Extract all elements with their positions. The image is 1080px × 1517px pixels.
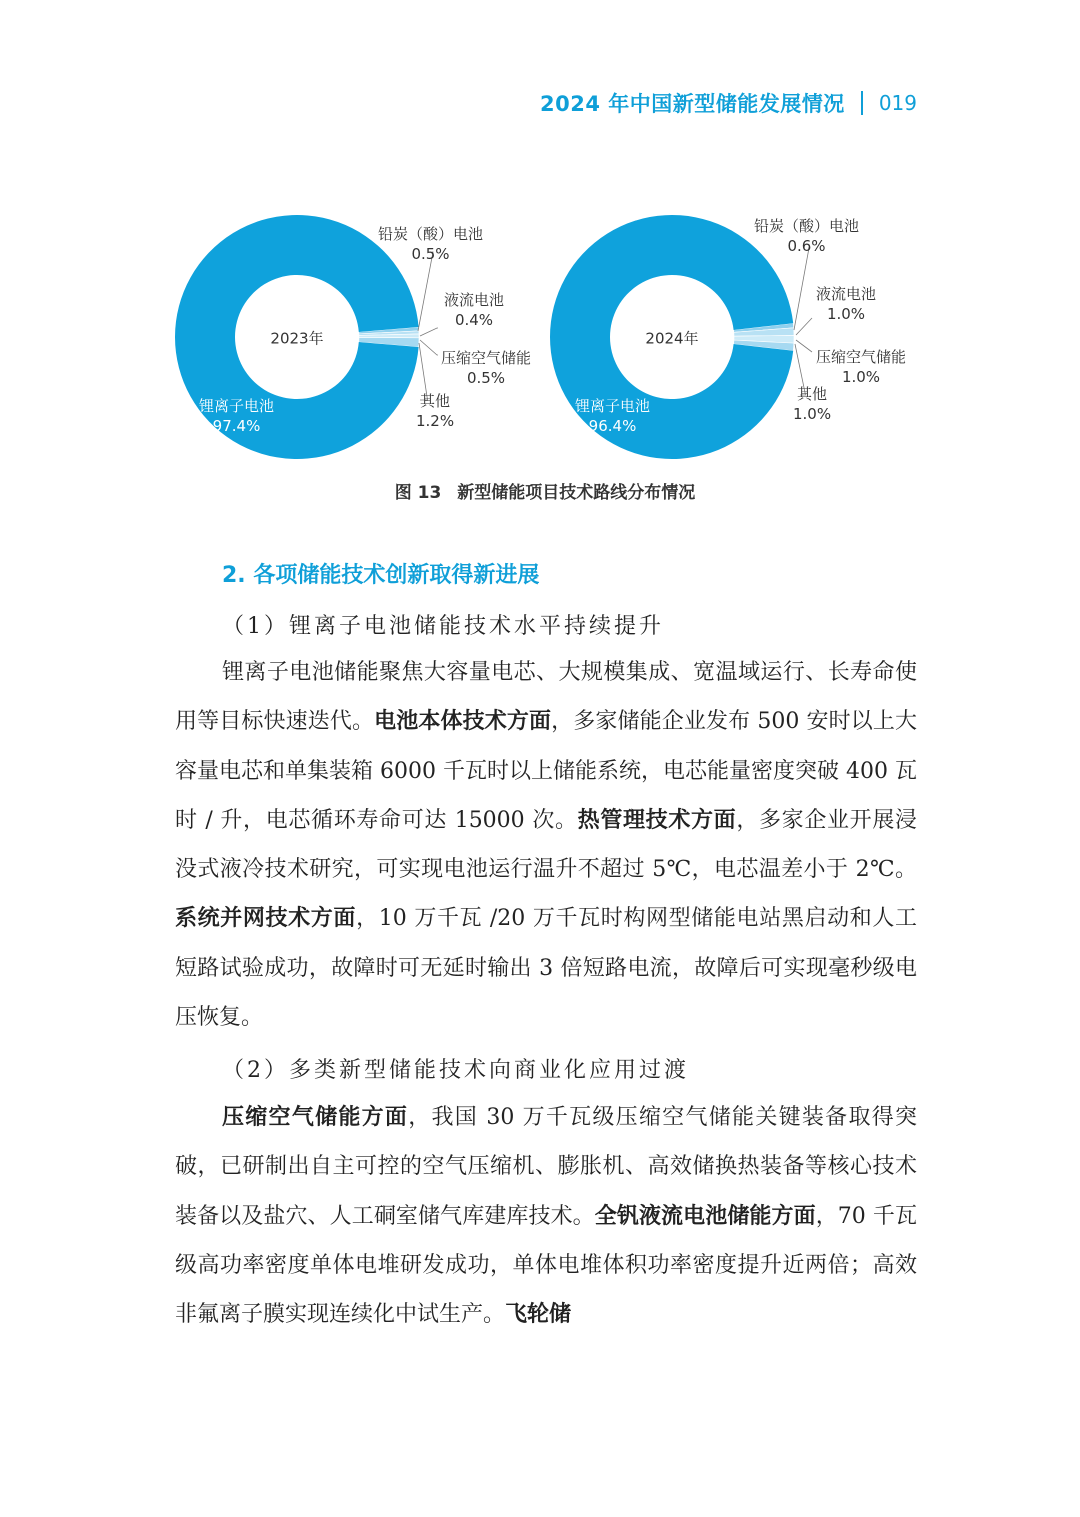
label-2024-li-value: 96.4% [588, 417, 637, 435]
leader-line-2024-caes [796, 340, 812, 352]
para1-text-b: ，多家储能企业发布 500 安时以上大容量电芯和单集装箱 6000 千瓦时以上储能系统，电芯能量密度突破 400 瓦时 / 升，电芯循环寿命可达 15000 次。 [175, 709, 917, 833]
para1-text-a: 锂离子电池储能聚焦大容量电芯、大规模集成、宽温域运行、长寿命使用等目标快速迭代。 [175, 660, 917, 735]
para2-bold-2: 全钒液流电池储能方面 [594, 1203, 816, 1229]
donut-2024-center-label: 2024年 [645, 329, 699, 348]
para1-bold-1: 电池本体技术方面 [374, 709, 552, 735]
subheading-2: （2）多类新型储能技术向商业化应用过渡 [222, 1058, 689, 1083]
label-2024-other [793, 384, 831, 424]
label-2024-lead-name: 铅炭（酸）电池 [754, 217, 860, 235]
label-2023-lead-name: 铅炭（酸）电池 [378, 225, 484, 243]
label-2024-caes [816, 347, 906, 387]
leader-line-2024-lead [794, 248, 809, 330]
label-2023-other [416, 391, 454, 431]
para1-text-c: ，多家企业开展浸没式液冷技术研究，可实现电池运行温升不超过 5℃，电芯温差小于 2℃。 [175, 807, 917, 883]
label-2024-other-name: 其他 [797, 385, 828, 403]
para2-bold-3: 飞轮储 [505, 1302, 572, 1328]
label-2023-caes-name: 压缩空气储能 [441, 349, 532, 367]
para2-text-a: ，我国 30 万千瓦级压缩空气储能关键装备取得突破，已研制出自主可控的空气压缩机、膨胀机、高效储换热装备等核心技术装备以及盐穴、人工硐室储气库建库技术。 [175, 1105, 917, 1229]
leader-line-2023-flow [420, 328, 438, 336]
label-2024-flow [816, 284, 876, 324]
header-divider [861, 91, 863, 115]
label-2024-caes-value: 1.0% [841, 368, 881, 386]
label-2024-flow-name: 液流电池 [816, 285, 877, 303]
label-2024-lead [754, 216, 859, 256]
label-2024-caes-name: 压缩空气储能 [816, 348, 907, 366]
para1-text-d: ，10 万千瓦 /20 万千瓦时构网型储能电站黑启动和人工短路试验成功，故障时可无延时输出 3 倍短路电流，故障后可实现毫秒级电压恢复。 [175, 906, 917, 1031]
leader-line-2023-caes [420, 340, 438, 355]
para1-bold-2: 热管理技术方面 [577, 807, 737, 833]
figure-caption [0, 478, 1080, 503]
label-2024-li-name: 锂离子电池 [575, 397, 651, 415]
donut-2023-center-label: 2023年 [270, 329, 324, 348]
label-2024-other-value: 1.0% [793, 405, 832, 423]
paragraph-2 [175, 1093, 917, 1339]
label-2023-caes-value: 0.5% [466, 369, 506, 387]
figure-number: 图 13 [394, 483, 442, 503]
subheading-1: （1）锂离子电池储能技术水平持续提升 [222, 614, 664, 639]
section-heading: 2. 各项储能技术创新取得新进展 [222, 563, 540, 588]
label-2023-li-value: 97.4% [212, 417, 261, 435]
para2-bold-1: 压缩空气储能方面 [222, 1105, 409, 1130]
label-2023-flow [444, 290, 504, 330]
header-title: 2024 年中国新型储能发展情况 [540, 92, 845, 116]
para1-bold-3: 系统并网技术方面 [175, 906, 357, 932]
label-2023-li [199, 396, 274, 436]
label-2024-li [575, 396, 650, 436]
label-2023-flow-name: 液流电池 [444, 291, 505, 309]
para2-text-b: ，70 千瓦级高功率密度单体电堆研发成功，单体电堆体积功率密度提升近两倍；高效非氟离子膜实现连续化中试生产。 [175, 1203, 917, 1328]
figure-caption-text: 新型储能项目技术路线分布情况 [457, 483, 696, 503]
page-number: 019 [878, 91, 917, 115]
figure-13-donut-charts [0, 190, 1080, 480]
running-header [540, 86, 917, 120]
label-2024-flow-value: 1.0% [826, 305, 866, 323]
label-2023-other-value: 1.2% [416, 412, 455, 430]
paragraph-1 [175, 648, 917, 1042]
label-2023-other-name: 其他 [420, 392, 451, 410]
label-2023-lead-value: 0.5% [411, 245, 450, 263]
label-2023-caes [441, 348, 531, 388]
label-2023-li-name: 锂离子电池 [199, 397, 275, 415]
label-2023-lead [378, 224, 483, 264]
label-2024-lead-value: 0.6% [787, 237, 826, 255]
leader-line-2024-flow [796, 318, 812, 335]
label-2023-flow-value: 0.4% [454, 311, 494, 329]
donut-chart-svg [0, 190, 1080, 480]
